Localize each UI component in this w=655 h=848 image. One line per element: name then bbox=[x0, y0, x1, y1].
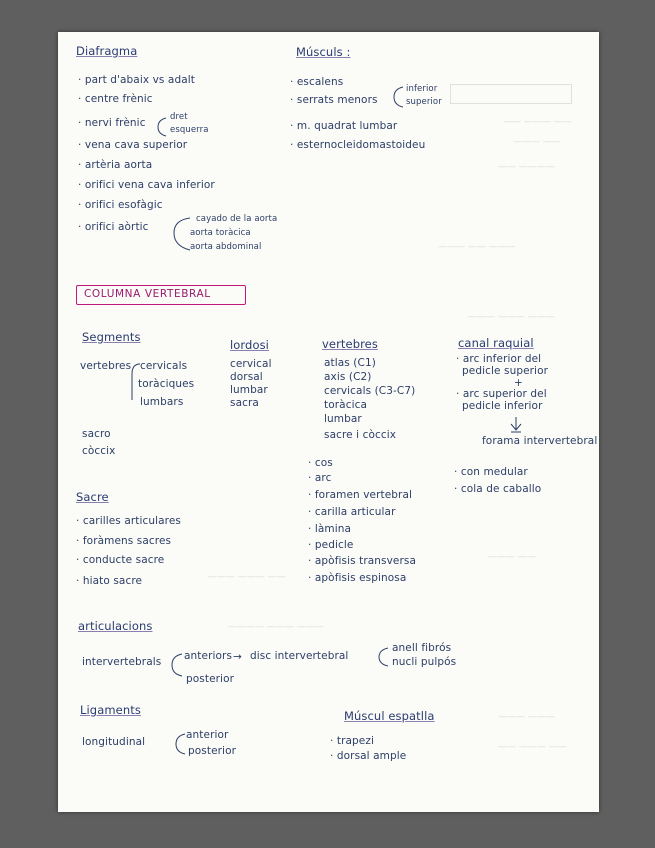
canal-item: · arc inferior del bbox=[456, 353, 542, 365]
branch-bracket bbox=[170, 216, 192, 252]
diafragma-item: · part d'abaix vs adalt bbox=[78, 74, 195, 86]
disc-part: nucli pulpós bbox=[392, 656, 457, 668]
down-arrow-icon bbox=[508, 416, 524, 434]
vertebra-part: · carilla articular bbox=[308, 506, 396, 518]
aortic-branch: cayado de la aorta bbox=[196, 214, 278, 224]
vertebra-part: · arc bbox=[308, 472, 332, 484]
muscle-item: · serrats menors bbox=[290, 94, 378, 106]
aortic-branch: aorta abdominal bbox=[190, 242, 262, 252]
diafragma-item: · artèria aorta bbox=[78, 159, 153, 171]
canal-content: · con medular bbox=[454, 466, 528, 478]
sacre-item: · foràmens sacres bbox=[76, 535, 172, 547]
canal-item: pedicle inferior bbox=[462, 400, 543, 412]
notebook-page bbox=[58, 32, 599, 812]
bleed-through-box bbox=[450, 84, 572, 104]
bleed-through-text: ——— ——— ——— bbox=[468, 312, 555, 322]
serrats-branch: inferior bbox=[406, 84, 438, 94]
nervi-branch: dret bbox=[170, 112, 188, 122]
vertebra-part: · cos bbox=[308, 457, 333, 469]
branch-bracket bbox=[156, 116, 168, 138]
bleed-through-text: —— ——— —— bbox=[503, 117, 572, 127]
bleed-through-text: ——— —— bbox=[488, 552, 536, 562]
muscles-espatlla-item: · trapezi bbox=[330, 735, 374, 747]
muscles-espatlla-heading: Múscul espatlla bbox=[344, 709, 435, 723]
bleed-through-text: ——— ——— bbox=[498, 712, 555, 722]
branch-bracket bbox=[391, 85, 405, 109]
lordosi-item: lumbar bbox=[230, 384, 268, 396]
disc-part: anell fibrós bbox=[392, 642, 452, 654]
muscles-espatlla-item: · dorsal ample bbox=[330, 750, 407, 762]
serrats-branch: superior bbox=[406, 97, 442, 107]
vertebres-heading: vertebres bbox=[322, 337, 378, 351]
bleed-through-text: ——— —— bbox=[513, 137, 561, 147]
muscle-item: · esternocleidomastoideu bbox=[290, 139, 426, 151]
vertebra-item: cervicals (C3-C7) bbox=[324, 385, 416, 397]
branch-bracket bbox=[376, 646, 390, 668]
vertebra-item: toràcica bbox=[324, 399, 367, 411]
canal-item: · arc superior del bbox=[456, 388, 547, 400]
diafragma-item: · orifici esofàgic bbox=[78, 199, 163, 211]
canal-heading: canal raquial bbox=[458, 336, 534, 350]
vertebra-part: · làmina bbox=[308, 523, 352, 535]
ligament-branch: anterior bbox=[186, 729, 229, 741]
bleed-through-text: ——— —— ——— bbox=[438, 242, 516, 252]
vertebra-item: atlas (C1) bbox=[324, 357, 376, 369]
bleed-through-text: —— ——— —— bbox=[498, 742, 567, 752]
disc-label: disc intervertebral bbox=[250, 650, 349, 662]
aortic-branch: aorta toràcica bbox=[190, 228, 251, 238]
segment-branch: toràciques bbox=[138, 378, 195, 390]
section-title: COLUMNA VERTEBRAL bbox=[84, 288, 211, 300]
sacre-item: · hiato sacre bbox=[76, 575, 143, 587]
canal-item: pedicle superior bbox=[462, 365, 549, 377]
lordosi-item: dorsal bbox=[230, 371, 263, 383]
muscles-heading: Músculs : bbox=[296, 45, 351, 59]
lordosi-heading: lordosi bbox=[230, 338, 269, 352]
bleed-through-text: ——— ——— —— bbox=[208, 572, 286, 582]
vertebra-item: sacre i còccix bbox=[324, 429, 397, 441]
sacre-item: · carilles articulares bbox=[76, 515, 182, 527]
articulacions-branch: anteriors bbox=[184, 650, 233, 662]
diafragma-item: · vena cava superior bbox=[78, 139, 188, 151]
arrow-icon: → bbox=[233, 651, 242, 663]
nervi-branch: esquerra bbox=[170, 125, 209, 135]
diafragma-item: · orifici vena cava inferior bbox=[78, 179, 215, 191]
segments-heading: Segments bbox=[82, 330, 141, 344]
muscle-item: · escalens bbox=[290, 76, 344, 88]
segment-branch: cervicals bbox=[140, 360, 188, 372]
diafragma-heading: Diafragma bbox=[76, 44, 138, 58]
canal-result: forama intervertebral bbox=[482, 435, 598, 447]
branch-bracket bbox=[168, 652, 184, 678]
canal-content: · cola de caballo bbox=[454, 483, 542, 495]
diafragma-item: · nervi frènic bbox=[78, 117, 146, 129]
sacre-heading: Sacre bbox=[76, 490, 109, 504]
ligaments-heading: Ligaments bbox=[80, 703, 141, 717]
segment-extra: sacro bbox=[82, 428, 111, 440]
bleed-through-text: ———— ——— ——— bbox=[228, 622, 324, 632]
diafragma-item: · centre frènic bbox=[78, 93, 153, 105]
lordosi-item: cervical bbox=[230, 358, 272, 370]
branch-bracket bbox=[173, 732, 187, 756]
segment-extra: còccix bbox=[82, 445, 116, 457]
articulacions-branch: posterior bbox=[186, 673, 235, 685]
segment-branch: lumbars bbox=[140, 396, 184, 408]
vertebra-part: · apòfisis transversa bbox=[308, 555, 416, 567]
articulacions-label: intervertebrals bbox=[82, 656, 162, 668]
articulacions-heading: articulacions bbox=[78, 619, 153, 633]
sacre-item: · conducte sacre bbox=[76, 554, 165, 566]
vertebra-item: axis (C2) bbox=[324, 371, 372, 383]
diafragma-item: · orifici aòrtic bbox=[78, 221, 149, 233]
vertebres-label: vertebres bbox=[80, 360, 132, 372]
vertebra-part: · apòfisis espinosa bbox=[308, 572, 407, 584]
canal-plus: + bbox=[514, 377, 523, 389]
muscle-item: · m. quadrat lumbar bbox=[290, 120, 398, 132]
ligament-branch: posterior bbox=[188, 745, 237, 757]
ligaments-label: longitudinal bbox=[82, 736, 146, 748]
vertebra-item: lumbar bbox=[324, 413, 362, 425]
vertebra-part: · foramen vertebral bbox=[308, 489, 413, 501]
bleed-through-text: —— ———— bbox=[498, 162, 555, 172]
lordosi-item: sacra bbox=[230, 397, 259, 409]
vertebra-part: · pedicle bbox=[308, 539, 354, 551]
